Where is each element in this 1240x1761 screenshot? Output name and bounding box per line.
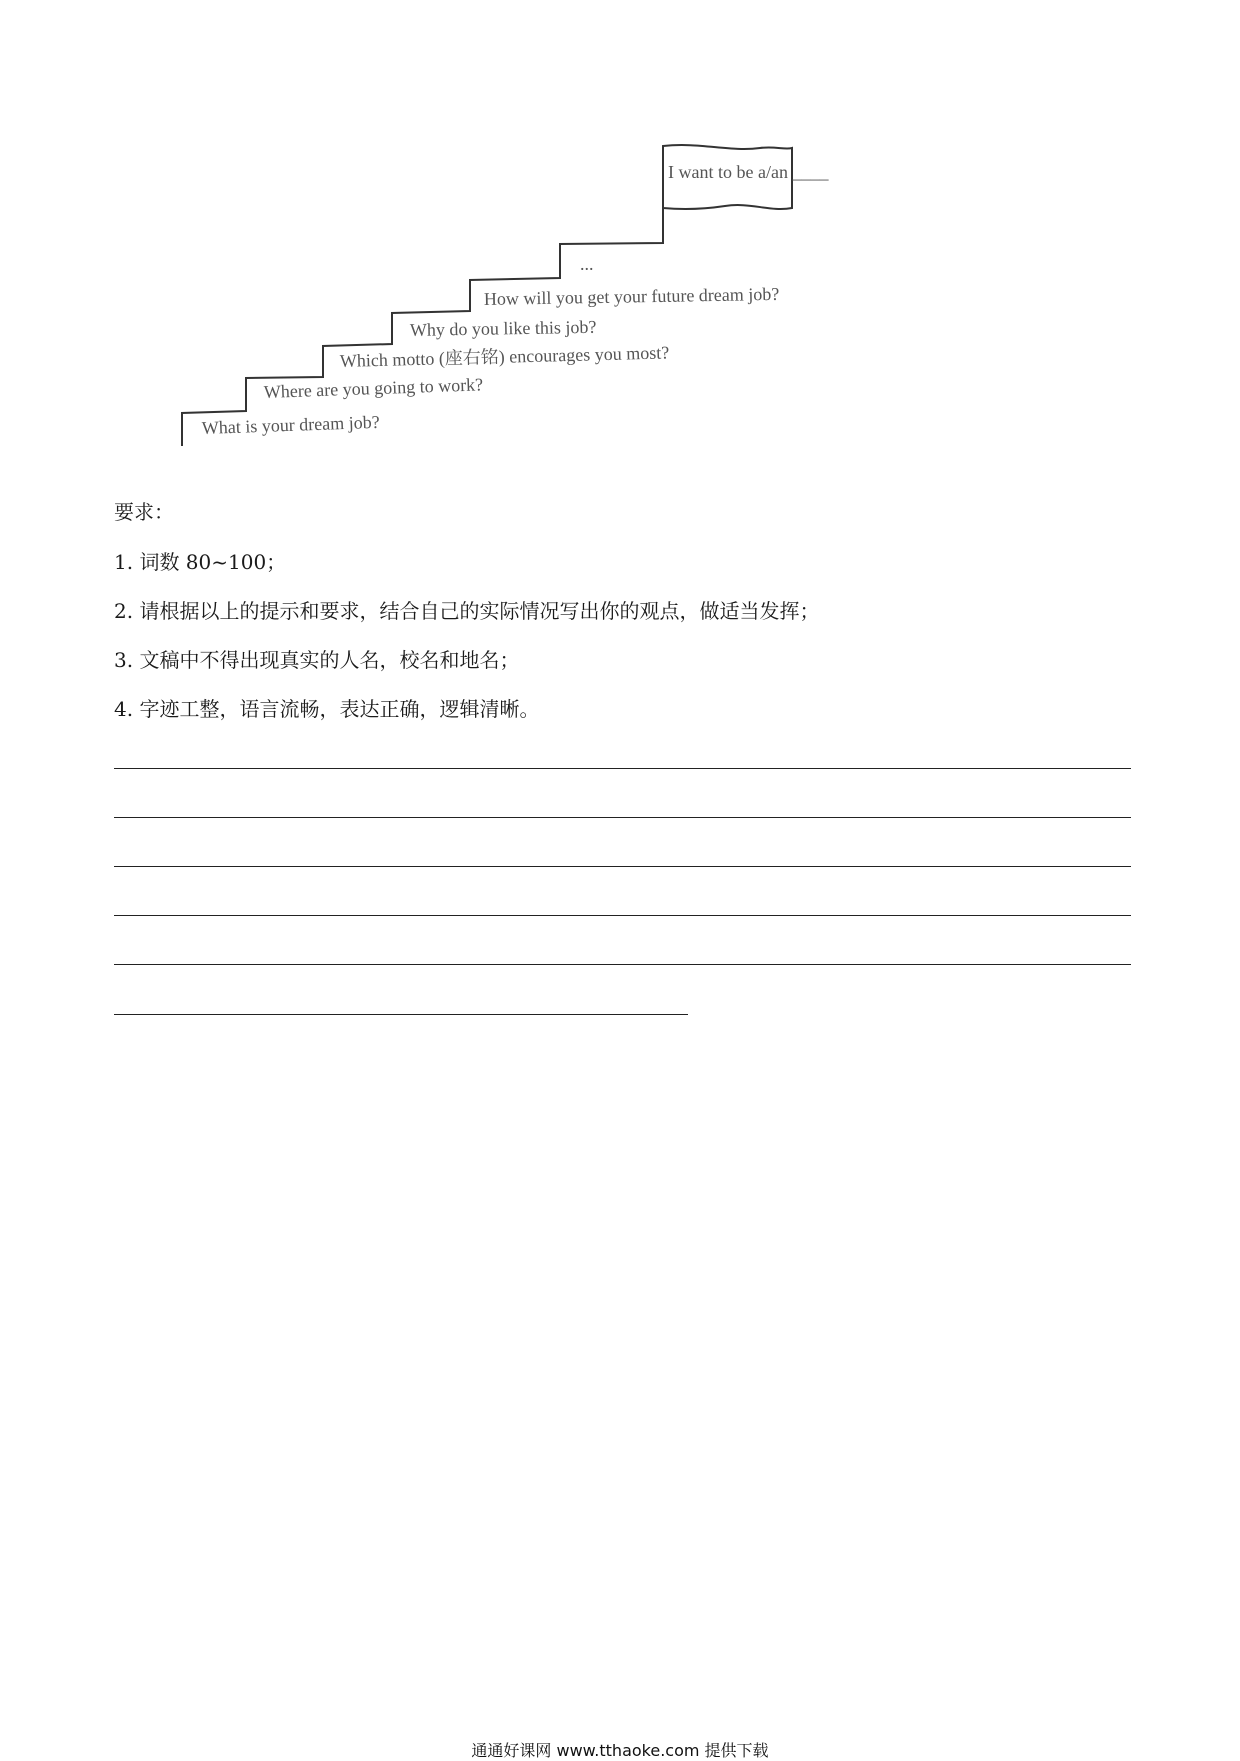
writing-line-3[interactable] xyxy=(114,866,1131,867)
step-question-5: How will you get your future dream job? xyxy=(483,283,780,309)
step-question-4: Why do you like this job? xyxy=(409,316,597,340)
flag-text: I want to be a/an ____ xyxy=(668,162,829,182)
dream-job-staircase-figure xyxy=(0,0,1240,460)
requirements-heading: 要求： xyxy=(114,500,174,524)
step-question-6: ... xyxy=(580,254,594,274)
writing-line-1[interactable] xyxy=(114,768,1131,769)
requirement-item-3: 3. 文稿中不得出现真实的人名，校名和地名； xyxy=(114,648,520,672)
writing-line-5[interactable] xyxy=(114,964,1131,965)
page-footer: 通通好课网 www.tthaoke.com 提供下载 xyxy=(471,1741,769,1760)
writing-line-2[interactable] xyxy=(114,817,1131,818)
writing-line-6[interactable] xyxy=(114,1014,688,1015)
step-question-3: Which motto (座右铭) encourages you most? xyxy=(339,342,670,371)
requirement-item-4: 4. 字迹工整，语言流畅，表达正确，逻辑清晰。 xyxy=(114,697,540,721)
step-question-1: What is your dream job? xyxy=(201,411,380,438)
requirement-item-2: 2. 请根据以上的提示和要求，结合自己的实际情况写出你的观点，做适当发挥； xyxy=(114,599,820,623)
writing-line-4[interactable] xyxy=(114,915,1131,916)
step-question-2: Where are you going to work? xyxy=(263,374,484,402)
requirement-item-1: 1. 词数 80~100； xyxy=(114,550,287,574)
